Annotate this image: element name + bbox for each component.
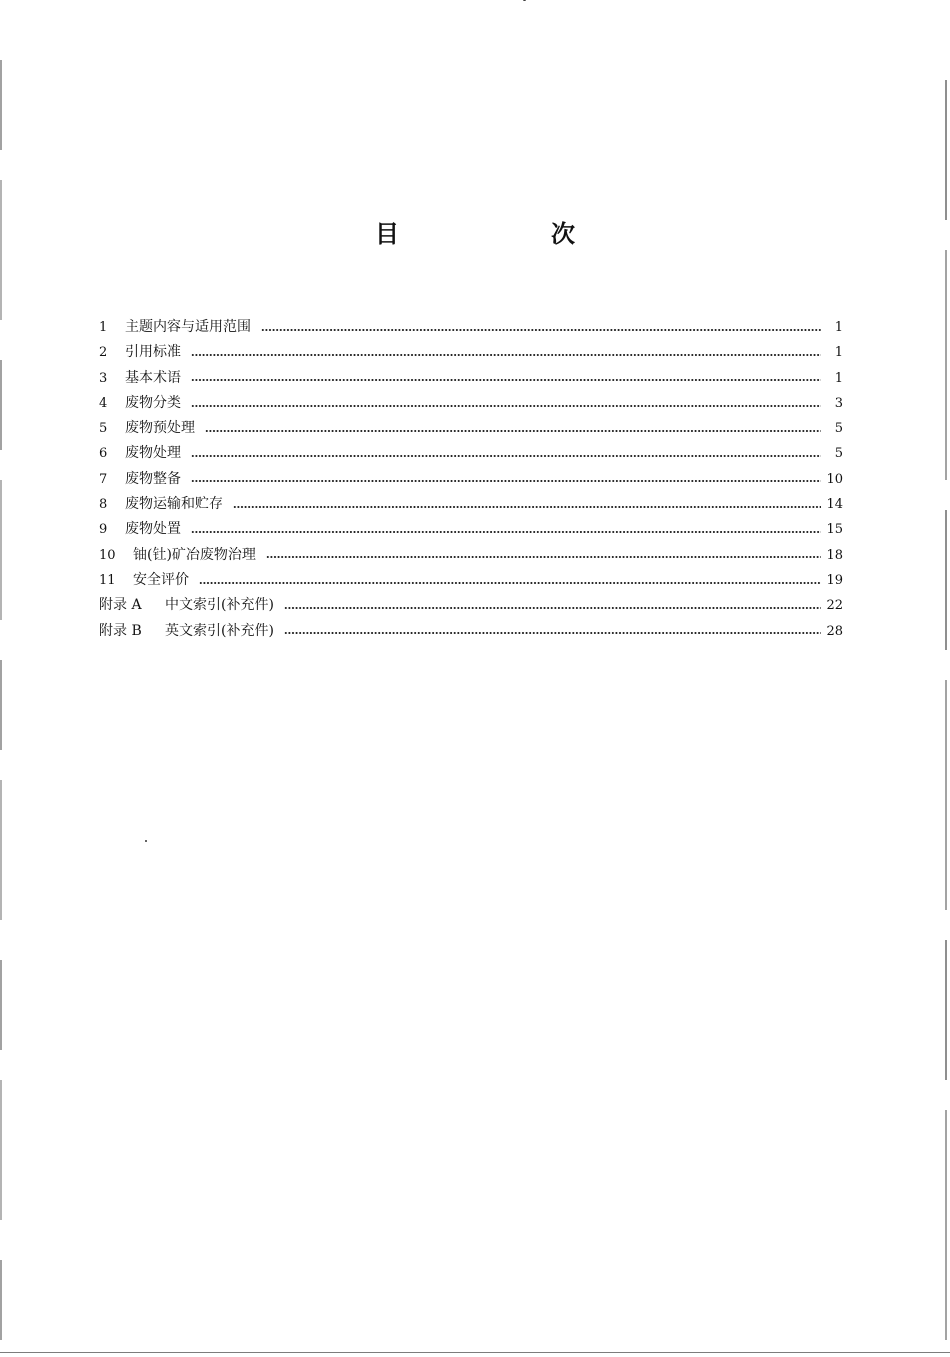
toc-entry[interactable] <box>99 492 843 517</box>
toc-entry-number: 11 <box>99 572 116 588</box>
toc-entry-number: 7 <box>99 471 108 487</box>
scan-edge-bottom <box>0 1352 950 1353</box>
toc-entry-title: 引用标准 <box>125 344 181 361</box>
toc-entry-page: 3 <box>834 395 843 411</box>
toc-entry-page: 1 <box>834 345 843 361</box>
toc-entry[interactable] <box>99 340 843 365</box>
toc-entry-number: 6 <box>99 446 108 462</box>
dot-leader <box>284 606 821 610</box>
toc-entry[interactable] <box>99 391 843 416</box>
toc-entry[interactable] <box>99 315 843 340</box>
dot-leader <box>191 454 821 458</box>
dot-leader <box>191 404 821 408</box>
toc-entry[interactable] <box>99 441 843 466</box>
toc-entry-page: 1 <box>834 370 843 386</box>
dot-leader <box>233 505 821 509</box>
dot-leader <box>191 378 821 382</box>
toc-entry-number: 3 <box>99 370 108 386</box>
toc-entry-page: 5 <box>834 446 843 462</box>
toc-entry-page: 18 <box>826 547 843 563</box>
toc-entry-page: 14 <box>826 497 843 513</box>
toc-entry-title: 铀(钍)矿冶废物治理 <box>133 546 256 563</box>
scan-speck <box>523 0 526 1</box>
dot-leader <box>205 429 821 433</box>
toc-entry[interactable] <box>99 593 843 618</box>
scan-speck <box>145 840 147 842</box>
dot-leader <box>191 530 821 534</box>
toc-entry-title: 废物整备 <box>125 470 181 487</box>
toc-entry-title: 中文索引(补充件) <box>165 597 274 614</box>
toc-entry-title: 基本术语 <box>125 369 181 386</box>
toc-entry-page: 1 <box>834 320 843 335</box>
toc-entry[interactable] <box>99 568 843 593</box>
toc-entry[interactable] <box>99 416 843 441</box>
toc-entry-number: 2 <box>99 345 108 361</box>
toc-entry[interactable] <box>99 366 843 391</box>
toc-entry-number: 10 <box>99 547 116 563</box>
dot-leader <box>261 328 821 332</box>
scan-edge-left <box>0 60 2 1340</box>
dot-leader <box>284 631 821 635</box>
toc-entry-page: 15 <box>826 522 843 538</box>
dot-leader <box>199 581 821 585</box>
toc-entry-title: 废物运输和贮存 <box>125 496 223 513</box>
toc-entry-title: 安全评价 <box>133 571 189 588</box>
toc-entry-title: 废物处置 <box>125 521 181 538</box>
toc-entry-page: 10 <box>826 471 843 487</box>
toc-entry-number: 附录 A <box>99 597 142 614</box>
toc-entry-number: 4 <box>99 395 108 411</box>
toc-entry-page: 28 <box>826 623 843 639</box>
toc-entry-title: 主题内容与适用范围 <box>125 319 251 335</box>
toc-entry-number: 5 <box>99 421 108 437</box>
toc-entry-title: 废物处理 <box>125 445 181 462</box>
page-title: 目 次 <box>375 220 639 249</box>
toc-entry-title: 英文索引(补充件) <box>165 622 274 639</box>
toc-entry-number: 9 <box>99 522 108 538</box>
table-of-contents <box>99 315 843 644</box>
toc-entry[interactable] <box>99 543 843 568</box>
toc-entry-title: 废物预处理 <box>125 420 195 437</box>
dot-leader <box>191 479 821 483</box>
toc-entry[interactable] <box>99 619 843 644</box>
toc-entry-number: 附录 B <box>99 622 142 639</box>
toc-entry-page: 5 <box>834 421 843 437</box>
toc-entry-number: 1 <box>99 320 108 335</box>
scan-edge-right <box>945 80 947 1350</box>
toc-entry[interactable] <box>99 517 843 542</box>
toc-entry[interactable] <box>99 467 843 492</box>
toc-entry-page: 19 <box>826 572 843 588</box>
toc-entry-page: 22 <box>826 598 843 614</box>
toc-entry-number: 8 <box>99 497 108 513</box>
dot-leader <box>266 555 821 559</box>
dot-leader <box>191 353 821 357</box>
toc-entry-title: 废物分类 <box>125 394 181 411</box>
